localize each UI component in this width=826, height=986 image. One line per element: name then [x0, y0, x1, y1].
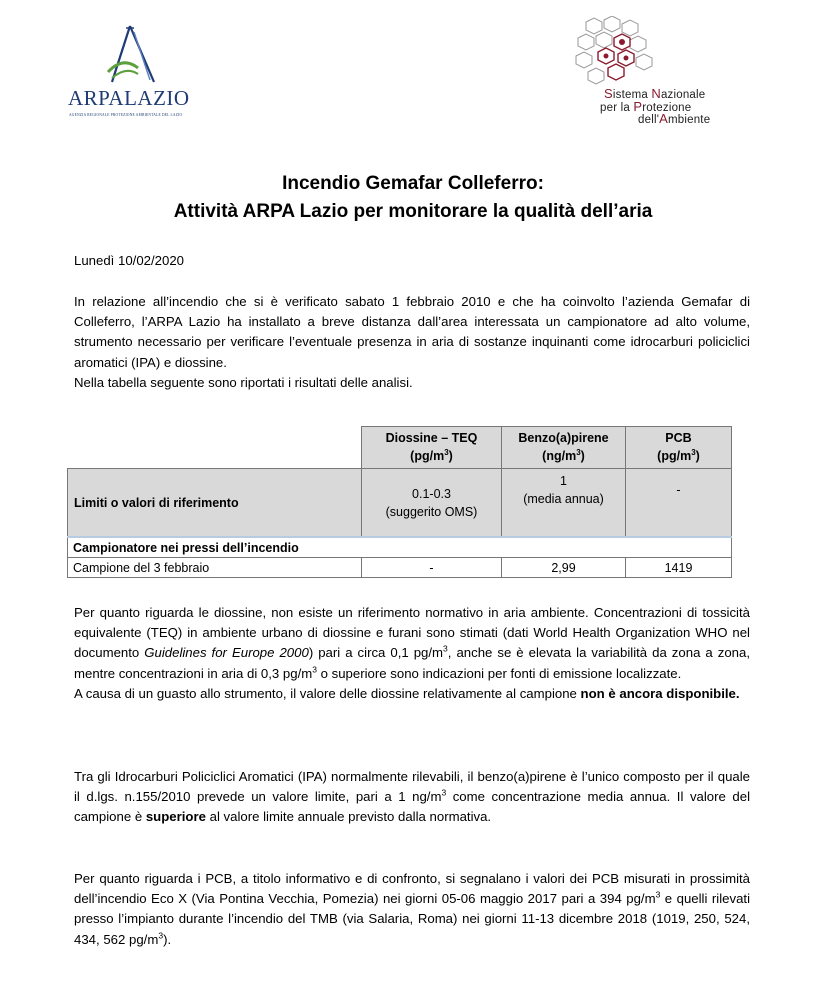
- ipa-paragraph: Tra gli Idrocarburi Policiclici Aromatici (IPA) normalmente rilevabili, il benzo(a)pirene è l’unico composto per il quale il d.lgs. n.155/2010 prevede un valore limite, pari a 1 $ng/m^3$ come concentrazione media annua. Il valore del campione è superiore al valore limite annuale previsto dalla normativa.: [74, 769, 750, 825]
- limits-label: Limiti o valori di riferimento: [68, 469, 362, 538]
- intro-table-note: Nella tabella seguente sono riportati i risultati delle analisi.: [74, 374, 413, 390]
- sample-diossine: -: [362, 558, 502, 578]
- document-title: [0, 170, 826, 226]
- header-benzopirene: Benzo(a)pirene $(ng/m^3)$: [502, 427, 626, 469]
- arpa-mountain-icon: [68, 22, 198, 86]
- document-date: Lunedì 10/02/2020: [74, 253, 185, 268]
- snpa-logo-line2: per la Protezione: [600, 99, 692, 114]
- arpa-lazio-logo: [68, 22, 198, 122]
- title-line-2: Attività ARPA Lazio per monitorare la qualità dell’aria: [173, 201, 653, 222]
- sample-benzopirene: 2,99: [502, 558, 626, 578]
- arpa-logo-text: ARPALAZIO: [68, 86, 190, 110]
- limit-pcb: -: [626, 469, 732, 538]
- section-label: Campionatore nei pressi dell’incendio: [68, 537, 732, 558]
- title-line-1: Incendio Gemafar Colleferro:: [282, 173, 544, 194]
- arpa-logo-subtitle: AGENZIA REGIONALE PROTEZIONE AMBIENTALE DEL LAZIO: [69, 113, 183, 117]
- intro-paragraph: In relazione all’incendio che si è verificato sabato 1 febbraio 2010 e che ha coinvolto l’azienda Gemafar di Colleferro, l’ARPA Lazio ha installato a breve distanza dall’area interessata un campionatore ad alto volume, strumento necessario per verificare l’eventuale presenza in aria di sostanze inquinanti come idrocarburi policiclici aromatici (IPA) e diossine. Nella tabella seguente sono riportati i risultati delle analisi.: [74, 294, 750, 390]
- guasto-sentence: A causa di un guasto allo strumento, il valore delle diossine relativamente al campione non è ancora disponibile.: [74, 685, 740, 701]
- sample-pcb: 1419: [626, 558, 732, 578]
- header-pcb: PCB $(pg/m^3)$: [626, 427, 732, 469]
- snpa-hexagon-icon: [574, 16, 654, 86]
- results-table: [67, 426, 732, 578]
- diossine-paragraph: Per quanto riguarda le diossine, non esiste un riferimento normativo in aria ambiente. Concentrazioni di tossicità equivalente (TEQ) in ambiente urbano di diossine e furani sono stimati (dati World Health Organization WHO nel documento Guidelines for Europe 2000) pari a circa 0,1 $pg/m^3$, anche se è elevata la variabilità da zona a zona, mentre concentrazioni in aria di 0,3 $pg/m^3$ o superiore sono indicazioni per fonti di emissione localizzate. A causa di un guasto allo strumento, il valore delle diossine relativamente al campione non è ancora disponibile.: [74, 605, 750, 701]
- snpa-logo-line1: Sistema Nazionale: [604, 86, 706, 101]
- pcb-paragraph: Per quanto riguarda i PCB, a titolo informativo e di confronto, si segnalano i valori dei PCB misurati in prossimità dell’incendio Eco X (Via Pontina Vecchia, Pomezia) nei giorni 05-06 maggio 2017 pari a 394 $pg/m^3$ e quelli rilevati presso l’impianto durante l’incendio del TMB (via Salaria, Roma) nei giorni 11-13 dicembre 2018 (1019, 250, 524, 434, 562 $pg/m^3$).: [74, 871, 750, 947]
- table-section-row: [68, 537, 732, 558]
- snpa-logo-line3: dell'Ambiente: [638, 111, 711, 126]
- table-row: [68, 558, 732, 578]
- snpa-logo: [574, 16, 744, 124]
- sample-label: Campione del 3 febbraio: [68, 558, 362, 578]
- limit-diossine: 0.1-0.3 (suggerito OMS): [362, 469, 502, 538]
- limit-benzopirene: 1 (media annua): [502, 469, 626, 538]
- table-row: [68, 469, 732, 538]
- table-header-row: [68, 427, 732, 469]
- header-diossine: Diossine – TEQ $(pg/m^3)$: [362, 427, 502, 469]
